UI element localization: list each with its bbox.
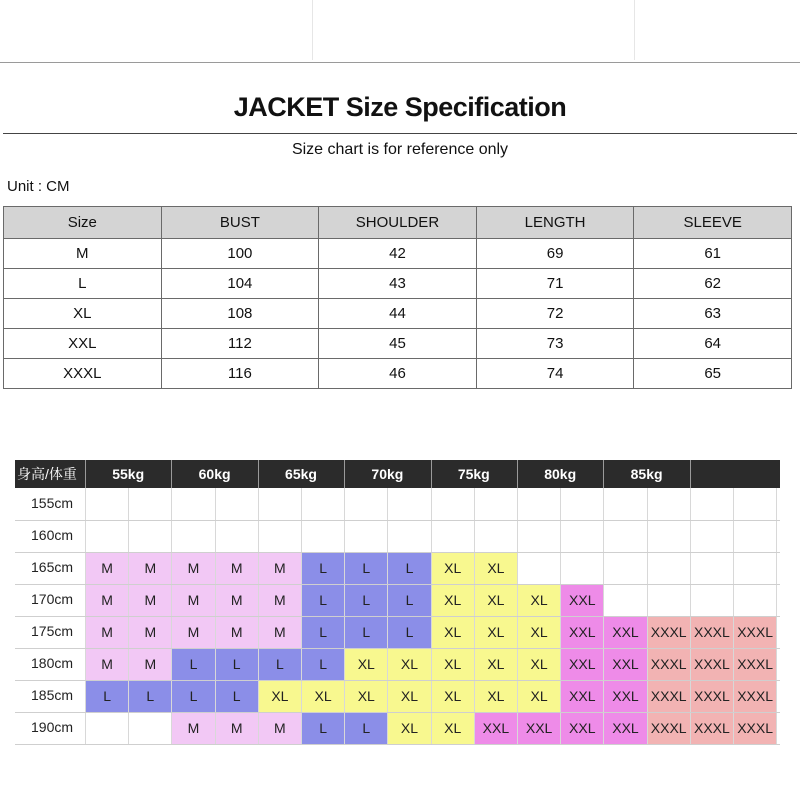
header-divider <box>258 460 259 488</box>
spec-cell-bust: 108 <box>161 299 319 329</box>
size-cell: M <box>86 553 128 584</box>
grid-row-line <box>15 744 780 745</box>
size-cell: XXXL <box>648 617 690 648</box>
weight-header: 55kg <box>85 460 171 488</box>
spec-cell-bust: 100 <box>161 239 319 269</box>
size-cell: XXL <box>561 713 603 744</box>
size-cell: M <box>86 617 128 648</box>
top-banner-strip <box>0 0 800 63</box>
size-cell: XL <box>302 681 344 712</box>
size-cell: XXL <box>518 713 560 744</box>
size-cell: L <box>302 649 344 680</box>
size-cell: M <box>172 617 214 648</box>
size-cell: L <box>302 617 344 648</box>
size-cell: L <box>345 617 387 648</box>
size-cell: XL <box>345 649 387 680</box>
size-cell: L <box>345 553 387 584</box>
size-cell: XXL <box>604 681 646 712</box>
size-cell: XL <box>388 681 430 712</box>
size-cell: XXXL <box>734 617 776 648</box>
size-cell: XXXL <box>691 681 733 712</box>
spec-header-shoulder: SHOULDER <box>319 207 477 239</box>
size-cell: M <box>86 585 128 616</box>
height-label: 180cm <box>31 655 74 671</box>
size-cell: XXXL <box>734 649 776 680</box>
height-label: 170cm <box>31 591 74 607</box>
size-cell: XL <box>432 585 474 616</box>
size-cell: XXL <box>604 649 646 680</box>
height-label: 160cm <box>31 527 74 543</box>
spec-cell-shoulder: 45 <box>319 329 477 359</box>
spec-table-body <box>4 239 792 389</box>
spec-header-length: LENGTH <box>476 207 634 239</box>
spec-cell-length: 74 <box>476 359 634 389</box>
weight-header: 85kg <box>603 460 689 488</box>
spec-cell-shoulder: 44 <box>319 299 477 329</box>
size-cell: M <box>172 713 214 744</box>
table-row <box>4 299 792 329</box>
spec-cell-shoulder: 43 <box>319 269 477 299</box>
size-cell: XL <box>518 585 560 616</box>
height-weight-size-chart <box>15 460 780 745</box>
spec-cell-size: XL <box>4 299 162 329</box>
size-cell: L <box>216 681 258 712</box>
weight-header <box>690 460 780 488</box>
spec-cell-sleeve: 64 <box>634 329 792 359</box>
spec-cell-bust: 116 <box>161 359 319 389</box>
spec-cell-length: 72 <box>476 299 634 329</box>
size-cell: XXXL <box>734 681 776 712</box>
size-cell: L <box>86 681 128 712</box>
size-cell: L <box>388 617 430 648</box>
height-label: 175cm <box>31 623 74 639</box>
size-cell: L <box>302 585 344 616</box>
header-divider <box>690 460 691 488</box>
strip-divider <box>634 0 635 60</box>
weight-header: 75kg <box>431 460 517 488</box>
size-cell: XL <box>475 617 517 648</box>
height-label: 185cm <box>31 687 74 703</box>
weight-header: 70kg <box>344 460 430 488</box>
size-cell: XL <box>432 617 474 648</box>
size-cell: XXL <box>561 681 603 712</box>
subtitle: Size chart is for reference only <box>291 141 509 158</box>
table-row <box>4 269 792 299</box>
spec-cell-size: XXXL <box>4 359 162 389</box>
size-cell: M <box>216 585 258 616</box>
size-cell: XXL <box>475 713 517 744</box>
size-cell: M <box>259 617 301 648</box>
table-row <box>4 359 792 389</box>
height-label: 165cm <box>31 559 74 575</box>
size-cell: XXL <box>604 713 646 744</box>
size-cell: M <box>129 585 171 616</box>
size-cell: XXL <box>561 617 603 648</box>
weight-chart-corner-label: 身高/体重 <box>15 460 85 488</box>
size-cell: XL <box>432 649 474 680</box>
header-divider <box>85 460 86 488</box>
size-cell: XL <box>475 553 517 584</box>
size-cell: M <box>86 649 128 680</box>
size-cell: XL <box>518 681 560 712</box>
size-cell: L <box>345 713 387 744</box>
size-cell: M <box>259 585 301 616</box>
size-cell: M <box>172 553 214 584</box>
height-label: 155cm <box>31 495 74 511</box>
size-cell: M <box>129 649 171 680</box>
size-cell: L <box>172 649 214 680</box>
spec-header-sleeve: SLEEVE <box>634 207 792 239</box>
size-cell: M <box>259 553 301 584</box>
size-cell: XXL <box>604 617 646 648</box>
spec-cell-sleeve: 65 <box>634 359 792 389</box>
strip-divider <box>312 0 313 60</box>
spec-cell-bust: 104 <box>161 269 319 299</box>
size-cell: XXL <box>561 649 603 680</box>
size-cell: L <box>302 553 344 584</box>
size-cell: XXXL <box>734 713 776 744</box>
spec-cell-shoulder: 46 <box>319 359 477 389</box>
header-divider <box>603 460 604 488</box>
size-cell: XXXL <box>648 681 690 712</box>
size-cell: XXL <box>561 585 603 616</box>
spec-cell-size: L <box>4 269 162 299</box>
size-cell: L <box>216 649 258 680</box>
size-cell: XXXL <box>691 713 733 744</box>
spec-cell-length: 73 <box>476 329 634 359</box>
size-cell: M <box>216 553 258 584</box>
size-cell: XXXL <box>691 649 733 680</box>
spec-cell-shoulder: 42 <box>319 239 477 269</box>
size-cell: XL <box>432 713 474 744</box>
spec-cell-sleeve: 61 <box>634 239 792 269</box>
size-cell: L <box>259 649 301 680</box>
size-cell: M <box>216 617 258 648</box>
page-title: JACKET Size Specification <box>233 92 567 122</box>
unit-label: Unit : CM <box>7 178 70 195</box>
size-cell: XL <box>388 649 430 680</box>
spec-cell-bust: 112 <box>161 329 319 359</box>
size-cell: XL <box>475 585 517 616</box>
size-cell: XL <box>388 713 430 744</box>
size-cell: L <box>388 585 430 616</box>
spec-cell-size: M <box>4 239 162 269</box>
spec-cell-sleeve: 63 <box>634 299 792 329</box>
height-label: 190cm <box>31 719 74 735</box>
size-cell: M <box>259 713 301 744</box>
size-cell: XL <box>432 681 474 712</box>
size-cell: L <box>302 713 344 744</box>
size-cell: XL <box>518 649 560 680</box>
header-divider <box>171 460 172 488</box>
spec-header-row <box>4 207 792 239</box>
size-cell: XXXL <box>648 649 690 680</box>
spec-cell-sleeve: 62 <box>634 269 792 299</box>
size-cell: XXXL <box>691 617 733 648</box>
size-cell: XL <box>432 553 474 584</box>
size-cell: L <box>129 681 171 712</box>
size-cell: XL <box>518 617 560 648</box>
size-spec-table <box>3 206 792 389</box>
size-cell: M <box>216 713 258 744</box>
table-row <box>4 239 792 269</box>
weight-header: 65kg <box>258 460 344 488</box>
size-cell: XL <box>345 681 387 712</box>
weight-header: 80kg <box>517 460 603 488</box>
table-row <box>4 329 792 359</box>
size-cell: XXXL <box>648 713 690 744</box>
grid-row-line <box>15 520 780 521</box>
size-cell: L <box>172 681 214 712</box>
size-cell: M <box>129 553 171 584</box>
spec-cell-length: 69 <box>476 239 634 269</box>
spec-cell-length: 71 <box>476 269 634 299</box>
size-cell: XL <box>475 681 517 712</box>
size-cell: L <box>345 585 387 616</box>
header-divider <box>431 460 432 488</box>
size-cell: L <box>388 553 430 584</box>
header-divider <box>517 460 518 488</box>
size-cell: M <box>172 585 214 616</box>
size-cell: M <box>129 617 171 648</box>
spec-header-size: Size <box>4 207 162 239</box>
title-divider <box>3 133 797 134</box>
spec-header-bust: BUST <box>161 207 319 239</box>
weight-header: 60kg <box>171 460 257 488</box>
header-divider <box>344 460 345 488</box>
size-cell: XL <box>475 649 517 680</box>
spec-cell-size: XXL <box>4 329 162 359</box>
size-cell: XL <box>259 681 301 712</box>
